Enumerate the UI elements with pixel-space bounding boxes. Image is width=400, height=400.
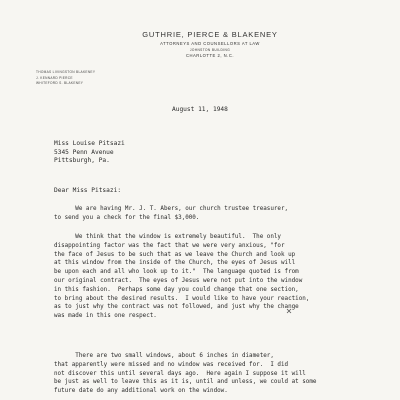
- recipient-name: Miss Louise Pitsazi: [54, 140, 125, 147]
- recipient-city: Pittsburgh, Pa.: [54, 157, 110, 164]
- paragraph-line: the face of Jesus to be such that as we leave the Church and look up: [54, 251, 296, 258]
- letter-date: August 11, 1948: [172, 106, 228, 113]
- partner-list: [36, 70, 95, 87]
- firm-building: JOHNSTON BUILDING: [189, 48, 231, 52]
- paragraph-line: future date do any additional work on the window.: [54, 388, 228, 395]
- recipient-address: [54, 140, 125, 166]
- firm-subtitle: ATTORNEYS AND COUNSELLORS AT LAW: [160, 41, 260, 46]
- paragraph-line: to bring about the desired results. I would like to have your reaction,: [54, 295, 310, 302]
- salutation: Dear Miss Pitsazi:: [54, 187, 122, 194]
- pencil-mark: [286, 308, 292, 314]
- body-paragraph: [54, 233, 309, 321]
- paragraph-line: be upon each and all who look up to it." The language quoted is from: [54, 269, 299, 276]
- firm-city: CHARLOTTE 2, N.C.: [185, 53, 235, 58]
- paragraph-line: at this window from the inside of the Church, the eyes of Jesus will: [54, 260, 296, 267]
- body-paragraph: [54, 352, 316, 396]
- paragraph-line: to send you a check for the final $3,000.: [54, 214, 200, 221]
- paragraph-line: as to just why the contract was not followed, and just why the change: [54, 304, 299, 311]
- paragraph-line: that apparently were missed and no window was received for. I did: [54, 361, 289, 368]
- paragraph-line: We are having Mr. J. T. Abers, our church trustee treasurer,: [54, 206, 289, 212]
- paragraph-line: in this fashion. Perhaps some day you could change that one section,: [54, 286, 299, 293]
- paragraph-line: There are two small windows, about 6 inches in diameter,: [54, 353, 274, 359]
- firm-name: GUTHRIE, PIERCE & BLAKENEY: [142, 30, 278, 39]
- paragraph-line: disappointing factor was the fact that we were very anxious, "for: [54, 242, 285, 249]
- letterhead: [110, 30, 310, 59]
- paragraph-line: was made in this one respect.: [54, 313, 157, 320]
- paragraph-line: be just as well to leave this as it is, until and unless, we could at some: [54, 379, 317, 386]
- partner-name: WHITEFORD S. BLAKENEY: [36, 81, 84, 85]
- body-paragraph: [54, 205, 288, 223]
- paragraph-line: our original contract. The eyes of Jesus were not put into the window: [54, 277, 303, 284]
- partner-name: J. KENNARD PIERCE: [36, 75, 73, 80]
- partner-name: THOMAS LIVINGSTON BLAKENEY: [36, 70, 96, 74]
- recipient-street: 5345 Penn Avenue: [54, 148, 114, 156]
- paragraph-line: not discover this until several days ago. Here again I suppose it will: [54, 370, 306, 377]
- paragraph-line: We think that the window is extremely beautiful. The only: [54, 234, 281, 240]
